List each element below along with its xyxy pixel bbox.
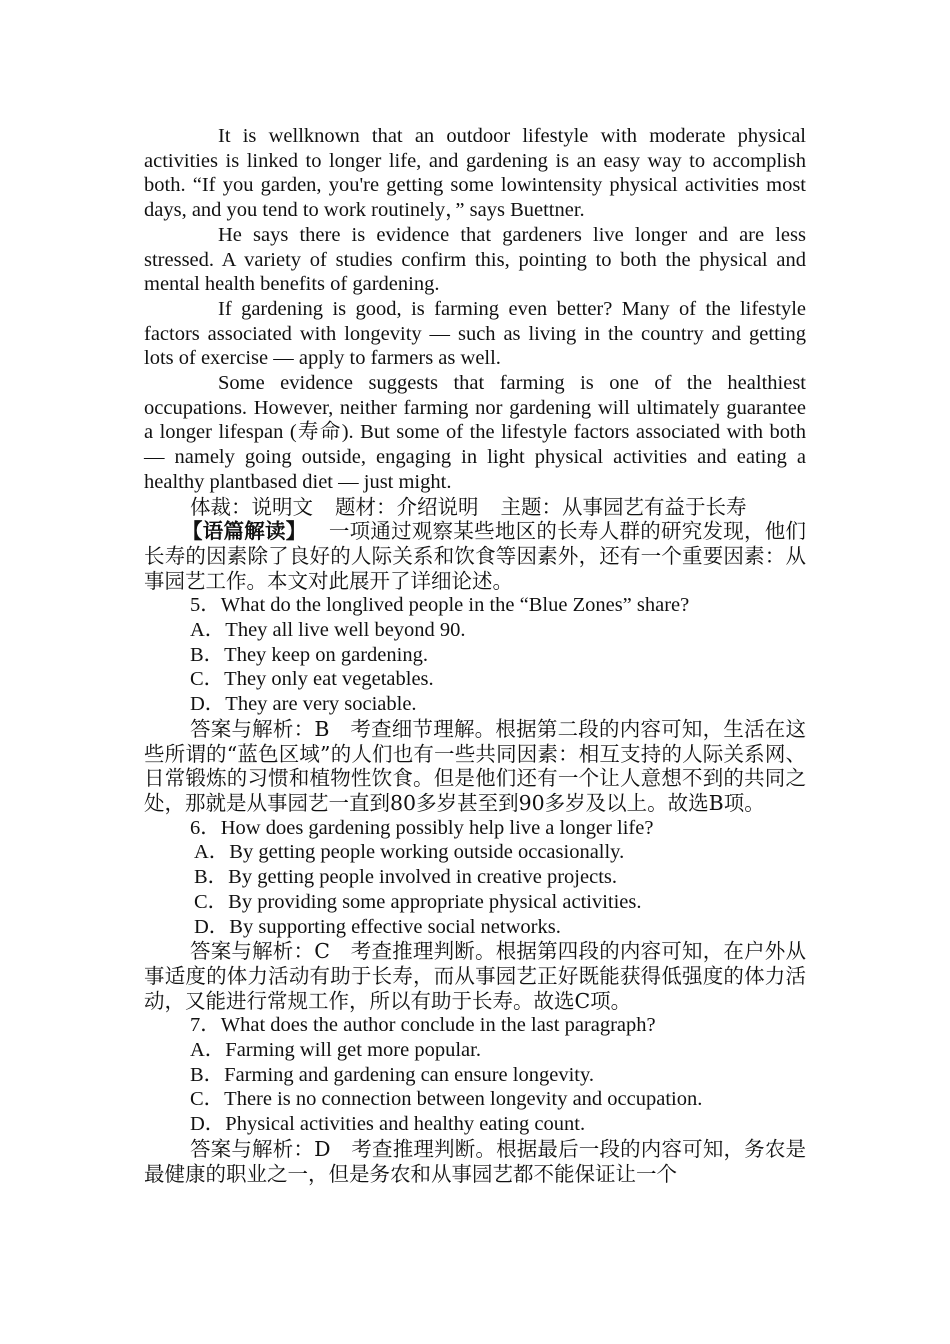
passage-paragraph-1: It is wellknown that an outdoor lifestyle with moderate physical activities is linked to longer life, and gardening is an easy way to accomplish both. “If you garden, you're getting some lowintensity physical activities most days, and you tend to work routinely，” says Buettner. [144,125,806,222]
answer-label: 答案与解析： [190,1136,315,1161]
question-6-answer [144,939,806,1013]
theme-label: 主题： [500,494,562,519]
answer-label: 答案与解析： [190,716,315,741]
question-7-option-b: B．Farming and gardening can ensure longevity. [190,1063,595,1086]
question-6-option-d: D．By supporting effective social networks. [194,915,561,938]
question-6-stem: 6．How does gardening possibly help live a longer life? [190,816,654,839]
reading-summary [144,519,806,593]
genre-label: 体裁： [190,494,252,519]
reading-label: 【语篇解读】 [182,519,307,544]
question-7-option-a: A．Farming will get more popular. [190,1039,481,1062]
question-5-option-a: A．They all live well beyond 90. [190,619,466,642]
answer-label: 答案与解析： [190,939,315,964]
question-7-answer [144,1137,806,1186]
answer-text: D 考查推理判断。根据最后一段的内容可知，务农是最健康的职业之一，但是务农和从事园艺都不能保证让一个 [144,1136,807,1186]
reading-text: 一项通过观察某些地区的长寿人群的研究发现，他们长寿的因素除了良好的人际关系和饮食等因素外，还有一个重要因素：从事园艺工作。本文对此展开了详细论述。 [144,519,807,593]
answer-text: B 考查细节理解。根据第二段的内容可知，生活在这些所谓的“蓝色区域”的人们也有一些共同因素：相互支持的人际关系网、日常锻炼的习惯和植物性饮食。但是他们还有一个让人意想不到的共同之处，那就是从事园艺一直到80多岁甚至到90多岁及以上。故选B项。 [144,716,807,815]
question-5-option-c: C．They only eat vegetables. [190,668,434,691]
passage-meta [144,495,806,520]
genre-value: 说明文 [251,494,313,519]
passage-paragraph-4: Some evidence suggests that farming is one of the healthiest occupations. However, neither farming nor gardening will ultimately guarantee a longer lifespan (寿命). But some of the lifestyle factors associated with both — namely going outside, engaging in light physical activities and eating a healthy plantbased diet — just might. [144,372,806,493]
question-5-option-d: D．They are very sociable. [190,693,417,716]
question-7-option-d: D．Physical activities and healthy eating count. [190,1113,586,1136]
theme-value: 从事园艺有益于长寿 [562,494,747,519]
question-6-option-b: B．By getting people involved in creative projects. [194,866,617,889]
question-6-option-c: C．By providing some appropriate physical activities. [194,890,642,913]
topic-value: 介绍说明 [396,494,479,519]
topic-label: 题材： [335,494,397,519]
passage-paragraph-2: He says there is evidence that gardeners live longer and are less stressed. A variety of studies confirm this, pointing to both the physical and mental health benefits of gardening. [144,223,806,296]
question-5-option-b: B．They keep on gardening. [190,643,428,666]
question-6-option-a: A．By getting people working outside occasionally. [194,841,625,864]
question-5-answer [144,717,806,816]
question-5-stem: 5．What do the longlived people in the “Blue Zones” share? [190,594,690,617]
question-7-stem: 7．What does the author conclude in the last paragraph? [190,1014,656,1037]
document-page [144,124,806,1186]
question-7-option-c: C．There is no connection between longevity and occupation. [190,1088,703,1111]
answer-text: C 考查推理判断。根据第四段的内容可知，在户外从事适度的体力活动有助于长寿，而从事园艺正好既能获得低强度的体力活动，又能进行常规工作，所以有助于长寿。故选C项。 [144,939,806,1013]
passage-paragraph-3: If gardening is good, is farming even better? Many of the lifestyle factors associated with longevity — such as living in the country and getting lots of exercise — apply to farmers as well. [144,297,806,370]
